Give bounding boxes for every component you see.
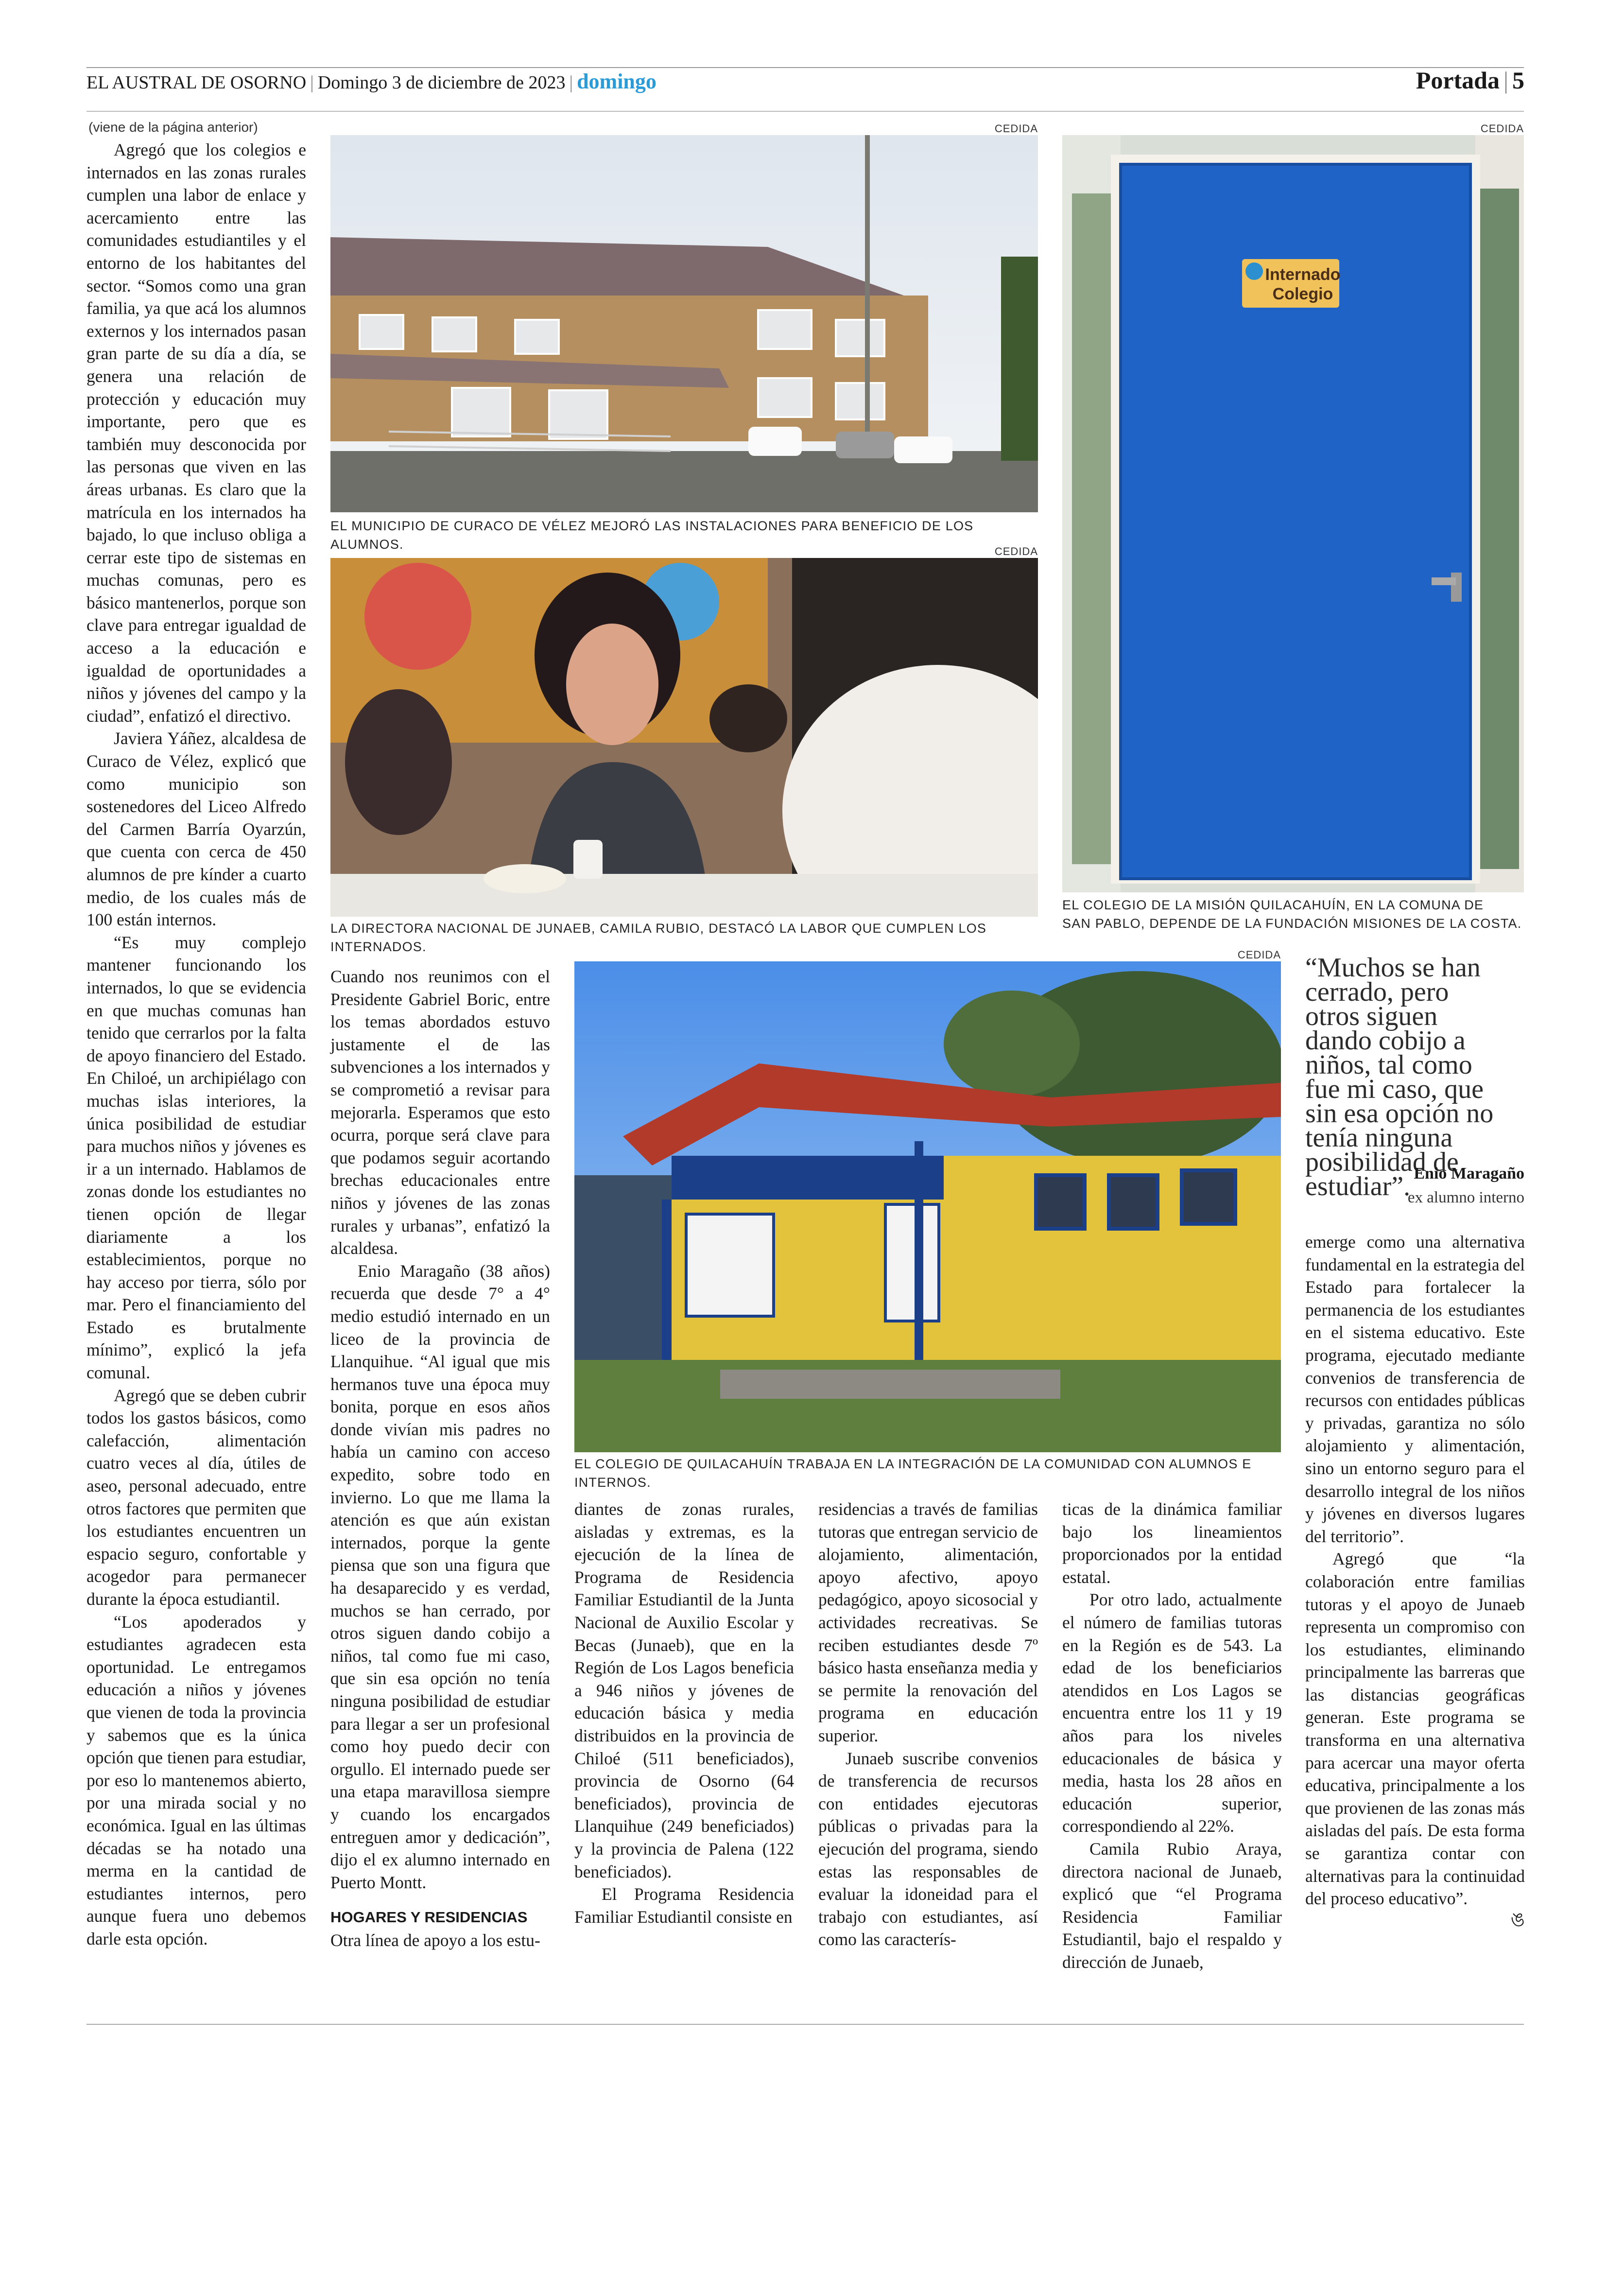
paragraph: ticas de la dinámica familiar bajo los lineamientos proporcionados por la entidad estatal.	[1062, 1499, 1282, 1587]
article-column-6	[1305, 1231, 1525, 1930]
paragraph: El Programa Residencia Familiar Estudiantil consiste en	[574, 1884, 794, 1927]
blue-door-photo	[1062, 135, 1524, 892]
director-photo	[330, 558, 1038, 917]
caption-line: SAN PABLO, DEPENDE DE LA FUNDACIÓN MISIONES DE LA COSTA.	[1062, 916, 1522, 931]
paragraph: Agregó que los colegios e internados en las zonas rurales cumplen una labor de enlace y acercamiento entre las comunidades estudiantiles y el entorno de los habitantes del sector. “Somos como una gran familia, ya que acá los alumnos externos y los internados pasan gran parte de su día a día, se genera una relación de protección y educación muy importante, pero que es también muy desconocida por las personas que viven en las áreas urbanas. Es claro que la matrícula en los internados ha bajado, lo que incluso obliga a cerrar este tipo de sistemas en muchas comunas, pero es básico mantenerlos, porque son clave para entregar igualdad de acceso a la educación e igualdad de oportunidades a niños y jóvenes del campo y la ciudad”, enfatizó el directivo.	[86, 140, 306, 726]
masthead: EL AUSTRAL DE OSORNO | Domingo 3 de diciembre de 2023 | domingo	[86, 70, 657, 93]
school-building-photo	[330, 135, 1038, 512]
director-caption: LA DIRECTORA NACIONAL DE JUNAEB, CAMILA RUBIO, DESTACÓ LA LABOR QUE CUMPLEN LOS INTERNADOS.	[330, 921, 987, 954]
blue-door-caption	[1062, 896, 1524, 933]
section-name: Portada	[1416, 67, 1500, 94]
paragraph: Agregó que se deben cubrir todos los gastos básicos, como calefacción, alimentación cuatro veces al día, útiles de aseo, personal adecuado, entre otros factores que permiten que los estudiantes encuentren un espacio seguro, confortable y acogedor para permanecer durante la época estudiantil.	[86, 1385, 306, 1609]
article-column-5	[1062, 1498, 1282, 1973]
school-building-caption: EL MUNICIPIO DE CURACO DE VÉLEZ MEJORÓ LAS INSTALACIONES PARA BENEFICIO DE LOS ALUMNOS.	[330, 519, 974, 552]
article-column-4	[818, 1498, 1038, 1951]
paragraph: Otra línea de apoyo a los estu-	[330, 1930, 540, 1950]
header-bottom-rule	[86, 111, 1524, 112]
paragraph: emerge como una alternativa fundamental en la estrategia del Estado para fortalecer la permanencia de los estudiantes en el sistema educativo. Este programa, ejecutado mediante convenios de transferencia de recursos con entidades públicas y privadas, garantiza no sólo alojamiento y alimentación, sino un entorno seguro para el desarrollo integral de los niños y jóvenes en diversos lugares del territorio”.	[1305, 1232, 1525, 1546]
paragraph: Junaeb suscribe convenios de transferencia de recursos con entidades ejecutoras públicas o privadas para la ejecución del programa, siendo estas las responsables de evaluar la idoneidad para el trabajo con estudiantes, así como las caracterís-	[818, 1748, 1038, 1949]
section-header: Portada | 5	[1416, 67, 1524, 94]
publication-name: EL AUSTRAL DE OSORNO	[86, 72, 307, 93]
paragraph: Camila Rubio Araya, directora nacional de Junaeb, explicó que “el Programa Residencia Familiar Estudiantil, bajo el respaldo y dirección de Junaeb,	[1062, 1839, 1282, 1972]
publication-date: Domingo 3 de diciembre de 2023	[317, 72, 566, 93]
article-column-3	[574, 1498, 794, 1928]
header-top-rule	[86, 67, 1524, 68]
door-sign-line1: Internado	[1265, 265, 1341, 284]
paragraph: diantes de zonas rurales, aisladas y extremas, es la ejecución de la línea de Programa de Residencia Familiar Estudiantil de la Junta Nacional de Auxilio Escolar y Becas (Junaeb), que en la Región de Los Lagos beneficia a 946 niños y jóvenes de educación básica y media distribuidos en la provincia de Chiloé (511 beneficiados), provincia de Osorno (64 beneficiados), provincia de Llanquihue (249 beneficiados) y la provincia de Palena (122 beneficiados).	[574, 1499, 794, 1881]
page-number: 5	[1512, 67, 1524, 94]
paragraph: residencias a través de familias tutoras que entregan servicio de alojamiento, alimentación, apoyo afectivo, apoyo pedagógico, apoyo sicosocial y actividades recreativas. Se reciben estudiantes desde 7º básico hasta enseñanza media y se permite la renovación del programa en educación superior.	[818, 1499, 1038, 1745]
photo-credit: CEDIDA	[1480, 122, 1524, 135]
caption-line: EL COLEGIO DE LA MISIÓN QUILACAHUÍN, EN LA COMUNA DE	[1062, 898, 1484, 912]
door-sign-line2: Colegio	[1272, 285, 1333, 303]
quilacahuin-caption: EL COLEGIO DE QUILACAHUÍN TRABAJA EN LA INTEGRACIÓN DE LA COMUNIDAD CON ALUMNOS E INTERNOS.	[574, 1457, 1252, 1490]
continuation-note: (viene de la página anterior)	[88, 120, 258, 135]
pull-quote: “Muchos se han cerrado, pero otros siguen dando cobijo a niños, tal como fue mi caso, que sin esa opción no tenía ninguna posibilidad de estudiar”.	[1305, 953, 1494, 1201]
photo-credit: CEDIDA	[994, 122, 1038, 135]
paragraph: Enio Maragaño (38 años) recuerda que desde 7° a 4° medio estudió internado en un liceo de la provincia de Llanquihue. “Al igual que mis hermanos tuve una época muy bonita, porque en esos años donde vivían mis padres no había un camino con acceso expedito, sobre todo en invierno. Lo que me llama la atención es que aún existan internados, porque la gente piensa que son una figura que ha desaparecido y es verdad, muchos se han cerrado, por otros siguen dando cobijo a niños, tal como fue mi caso, que sin esa opción no tenía ninguna posibilidad de estudiar para llegar a ser un profesional como hoy puedo decir con orgullo. El internado puede ser una etapa maravillosa siempre y cuando los encargados entreguen amor y dedicación”, dijo el ex alumno internado en Puerto Montt.	[330, 1261, 550, 1892]
quilacahuin-photo	[574, 961, 1281, 1452]
paragraph: “Los apoderados y estudiantes agradecen esta oportunidad. Le entregamos educación a niños y jóvenes que vienen de toda la provincia y sabemos que es la única opción que tienen para estudiar, por eso lo mantenemos abierto, por una mirada social y no económica. Igual en las últimas décadas se ha notado una merma en la cantidad de estudiantes internos, pero aunque fuera uno debemos darle esta opción.	[86, 1612, 306, 1948]
paragraph: Por otro lado, actualmente el número de familias tutoras en la Región es de 543. La edad de los beneficiarios atendidos en Los Lagos se encuentra entre los 11 y 19 años para los niveles educacionales de básica y media, hasta los 28 años en educación superior, correspondiendo al 22%.	[1062, 1590, 1282, 1836]
footer-rule	[86, 2024, 1524, 2025]
photo-credit: CEDIDA	[1237, 949, 1281, 961]
quote-author-role: ex alumno interno	[1407, 1189, 1524, 1206]
article-column-2	[330, 965, 550, 1952]
photo-credit: CEDIDA	[994, 545, 1038, 557]
paragraph: “Es muy complejo mantener funcionando los internados, lo que se evidencia en que muchas comunas han tenido que cerrarlos por la falta de apoyo financiero del Estado. En Chiloé, un archipiélago con muchas islas interiores, la única posibilidad de estudiar para muchos niños y jóvenes es ir a un internado. Hablamos de zonas donde los estudiantes no tienen opción de llegar diariamente a los establecimientos, porque no hay acceso por tierra, sólo por mar. Pero el financiamiento del Estado es brutalmente mínimo”, explicó la jefa comunal.	[86, 932, 306, 1383]
end-mark: ঙ	[1510, 1908, 1525, 1931]
paragraph: Javiera Yáñez, alcaldesa de Curaco de Vélez, explicó que como municipio son sostenedores del Liceo Alfredo del Carmen Barría Oyarzún, que cuenta con cerca de 450 alumnos de pre kínder a cuarto medio, de los cuales más de 100 están internos.	[86, 729, 306, 930]
paragraph: Cuando nos reunimos con el Presidente Gabriel Boric, entre los temas abordados estuvo justamente el de las subvenciones a los internados y se comprometió a revisar para mejorarla. Esperamos que esto ocurra, porque será clave para que podamos seguir acortando brechas educacionales entre niños y jóvenes de las zonas rurales y urbanas”, enfatizó la alcaldesa.	[330, 967, 550, 1258]
article-column-1	[86, 139, 306, 1950]
edition-label: domingo	[577, 70, 657, 93]
paragraph: Agregó que “la colaboración entre familias tutoras y el apoyo de Junaeb representa un compromiso con los estudiantes, eliminando principalmente las barreras que las distancias geográficas generan. Este programa se transforma en una alternativa para acercar una mayor oferta educativa, principalmente a los que provienen de las zonas más aisladas del país. De esta forma se garantiza contar con alternativas para la continuidad del proceso educativo”.	[1305, 1549, 1525, 1909]
subheading: HOGARES Y RESIDENCIAS	[330, 1909, 528, 1926]
quote-author: Enio Maragaño	[1414, 1165, 1524, 1183]
